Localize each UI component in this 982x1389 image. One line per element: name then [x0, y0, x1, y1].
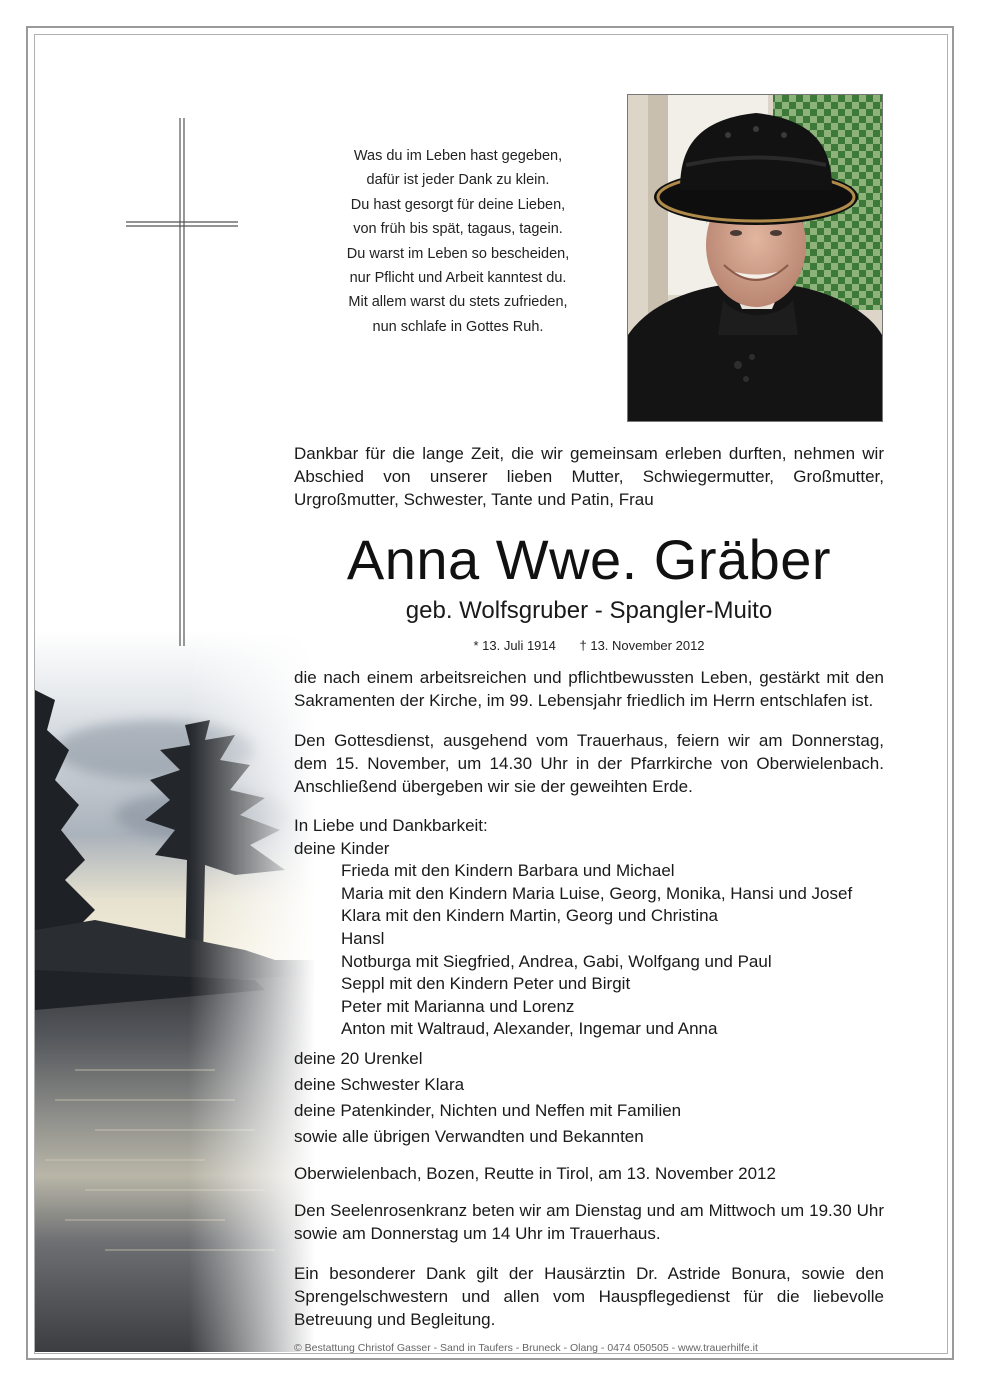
cross-icon: [126, 118, 238, 648]
child-entry: Hansl: [341, 928, 385, 948]
child-entry: Seppl mit den Kindern Peter und Birgit: [341, 974, 631, 994]
mourner-entry: sowie alle übrigen Verwandten und Bekannten: [294, 1127, 644, 1146]
poem-line: Was du im Leben hast gegeben,: [353, 148, 563, 164]
poem-line: Du hast gesorgt für deine Lieben,: [350, 196, 566, 213]
children-label: deine Kinder: [294, 838, 390, 858]
poem: [300, 144, 616, 339]
child-entry: Frieda mit den Kindern Barbara und Michael: [341, 861, 675, 881]
portrait-photo: [627, 94, 883, 422]
footer-credit: © Bestattung Christof Gasser - Sand in Taufers - Bruneck - Olang - 0474 050505 - www.trauerhilfe.it: [294, 1342, 758, 1354]
poem-line: nun schlafe in Gottes Ruh.: [372, 318, 544, 335]
poem-line: dafür ist jeder Dank zu klein.: [366, 172, 550, 189]
place-date: Oberwielenbach, Bozen, Reutte in Tirol, am 13. November 2012: [294, 1164, 776, 1183]
mourner-entry: deine 20 Urenkel: [294, 1049, 423, 1068]
deceased-name: Anna Wwe. Gräber: [346, 528, 832, 591]
child-entry: Peter mit Marianna und Lorenz: [341, 996, 575, 1016]
intro-text: Dankbar für die lange Zeit, die wir gemeinsam erleben durften, nehmen wir Abschied von unserer lieben Mutter, Schwiegermutter, Großmutter, Urgroßmutter, Schwester, Tante und Patin, Frau: [294, 444, 884, 509]
poem-line: Mit allem warst du stets zufrieden,: [348, 294, 568, 311]
child-entry: Maria mit den Kindern Maria Luise, Georg, Monika, Hansi und Josef: [341, 883, 853, 903]
poem-line: nur Pflicht und Arbeit kanntest du.: [349, 270, 567, 287]
mourner-entry: deine Patenkinder, Nichten und Neffen mit Familien: [294, 1101, 682, 1120]
passing-text: die nach einem arbeitsreichen und pflichtbewussten Leben, gestärkt mit den Sakramenten der Kirche, im 99. Lebensjahr friedlich im Herrn entschlafen ist.: [294, 668, 884, 710]
tree-silhouettes: [35, 630, 315, 1352]
portrait-illustration: [628, 95, 882, 421]
other-mourners: [294, 1046, 884, 1150]
child-entry: Anton mit Waltraud, Alexander, Ingemar und Anna: [341, 1019, 718, 1039]
sunset-lake-image: [35, 630, 315, 1352]
rosary-text: Den Seelenrosenkranz beten wir am Dienstag und am Mittwoch um 19.30 Uhr sowie am Donnerstag um 14 Uhr im Trauerhaus.: [294, 1201, 884, 1243]
mourner-entry: deine Schwester Klara: [294, 1075, 465, 1094]
child-entry: Notburga mit Siegfried, Andrea, Gabi, Wolfgang und Paul: [341, 951, 772, 971]
child-entry: Klara mit den Kindern Martin, Georg und Christina: [341, 906, 719, 926]
poem-line: von früh bis spät, tagaus, tagein.: [353, 221, 563, 238]
life-dates: [294, 637, 884, 655]
poem-line: Du warst im Leben so bescheiden,: [346, 245, 570, 262]
mourners-heading: In Liebe und Dankbarkeit:: [294, 816, 488, 835]
birth-date: * 13. Juli 1914: [473, 638, 556, 653]
death-date: † 13. November 2012: [579, 638, 705, 653]
mourners-list: [294, 815, 884, 1041]
service-text: Den Gottesdienst, ausgehend vom Trauerhaus, feiern wir am Donnerstag, dem 15. November, um 14.30 Uhr in der Pfarrkirche von Oberwielenbach. Anschließend übergeben wir sie der geweihten Erde.: [294, 731, 884, 796]
thanks-text: Ein besonderer Dank gilt der Hausärztin Dr. Astride Bonura, sowie den Sprengelschwestern und allen vom Hauspflegedienst für die liebevolle Betreuung und Begleitung.: [294, 1264, 884, 1329]
birth-name: geb. Wolfsgruber - Spangler-Muito: [405, 597, 773, 624]
